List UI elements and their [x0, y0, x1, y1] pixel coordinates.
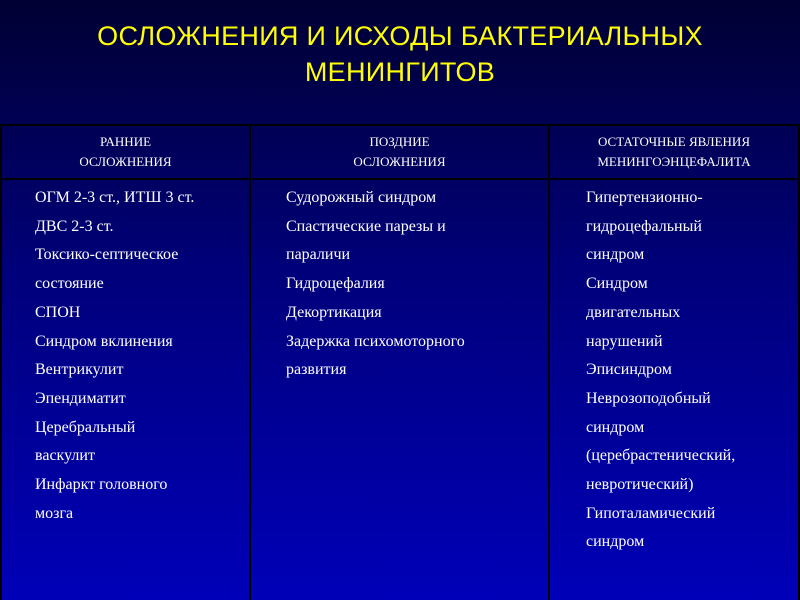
complications-table — [0, 124, 800, 600]
slide-title — [0, 18, 800, 90]
list-item: Неврозоподобный — [586, 389, 711, 407]
list-item: Инфаркт головного — [35, 476, 168, 494]
list-item: состояние — [35, 275, 104, 293]
slide-title-line-1: ОСЛОЖНЕНИЯ И ИСХОДЫ БАКТЕРИАЛЬНЫХ — [97, 21, 703, 51]
list-item: Судорожный синдром — [286, 189, 437, 206]
late-complications-list — [286, 184, 465, 385]
column-header-early-line-1: РАННИЕ — [99, 134, 152, 149]
list-item: васкулит — [35, 447, 95, 465]
list-item: невротический) — [586, 476, 694, 494]
list-item: Задержка психомоторного — [286, 332, 465, 350]
table-column-divider-2 — [548, 124, 550, 600]
list-item: Эписиндром — [586, 361, 672, 379]
column-header-late — [251, 126, 548, 178]
list-item: (церебрастенический, — [586, 447, 736, 465]
column-header-residual-line-2: МЕНИНГОЭНЦЕФАЛИТА — [597, 154, 751, 169]
list-item: синдром — [586, 533, 645, 551]
list-item: нарушений — [586, 332, 663, 350]
column-header-early-line-2: ОСЛОЖНЕНИЯ — [79, 154, 172, 169]
list-item: параличи — [286, 246, 351, 264]
column-header-residual-line-1: ОСТАТОЧНЫЕ ЯВЛЕНИЯ — [597, 134, 750, 149]
list-item: мозга — [35, 504, 74, 522]
list-item: Гидроцефалия — [286, 275, 385, 293]
column-header-residual — [550, 126, 798, 178]
table-column-divider-1 — [249, 124, 251, 600]
early-complications-list — [35, 184, 194, 528]
list-item: синдром — [586, 246, 645, 264]
list-item: Гипоталамический — [586, 504, 716, 522]
list-item: двигательных — [586, 303, 681, 321]
list-item: Вентрикулит — [35, 361, 124, 379]
list-item: Гипертензионно- — [586, 189, 703, 206]
list-item: ДВС 2-3 ст. — [35, 217, 114, 235]
list-item: Синдром — [586, 275, 648, 293]
list-item: Токсико-септическое — [35, 246, 179, 264]
column-header-late-line-2: ОСЛОЖНЕНИЯ — [353, 154, 446, 169]
list-item: Церебральный — [35, 418, 136, 436]
list-item: Эпендиматит — [35, 389, 126, 407]
table-header-divider — [0, 178, 800, 180]
column-header-late-line-1: ПОЗДНИЕ — [369, 134, 430, 149]
list-item: СПОН — [35, 303, 81, 321]
list-item: Синдром вклинения — [35, 332, 173, 350]
list-item: Спастические парезы и — [286, 217, 446, 235]
list-item: ОГМ 2-3 ст., ИТШ 3 ст. — [35, 189, 195, 206]
slide-title-line-2: МЕНИНГИТОВ — [304, 57, 496, 87]
list-item: развития — [286, 361, 347, 379]
residual-effects-list — [586, 184, 735, 557]
list-item: синдром — [586, 418, 645, 436]
column-header-early — [2, 126, 249, 178]
table-left-border — [0, 124, 2, 600]
list-item: Декортикация — [286, 303, 382, 321]
list-item: гидроцефальный — [586, 217, 702, 235]
